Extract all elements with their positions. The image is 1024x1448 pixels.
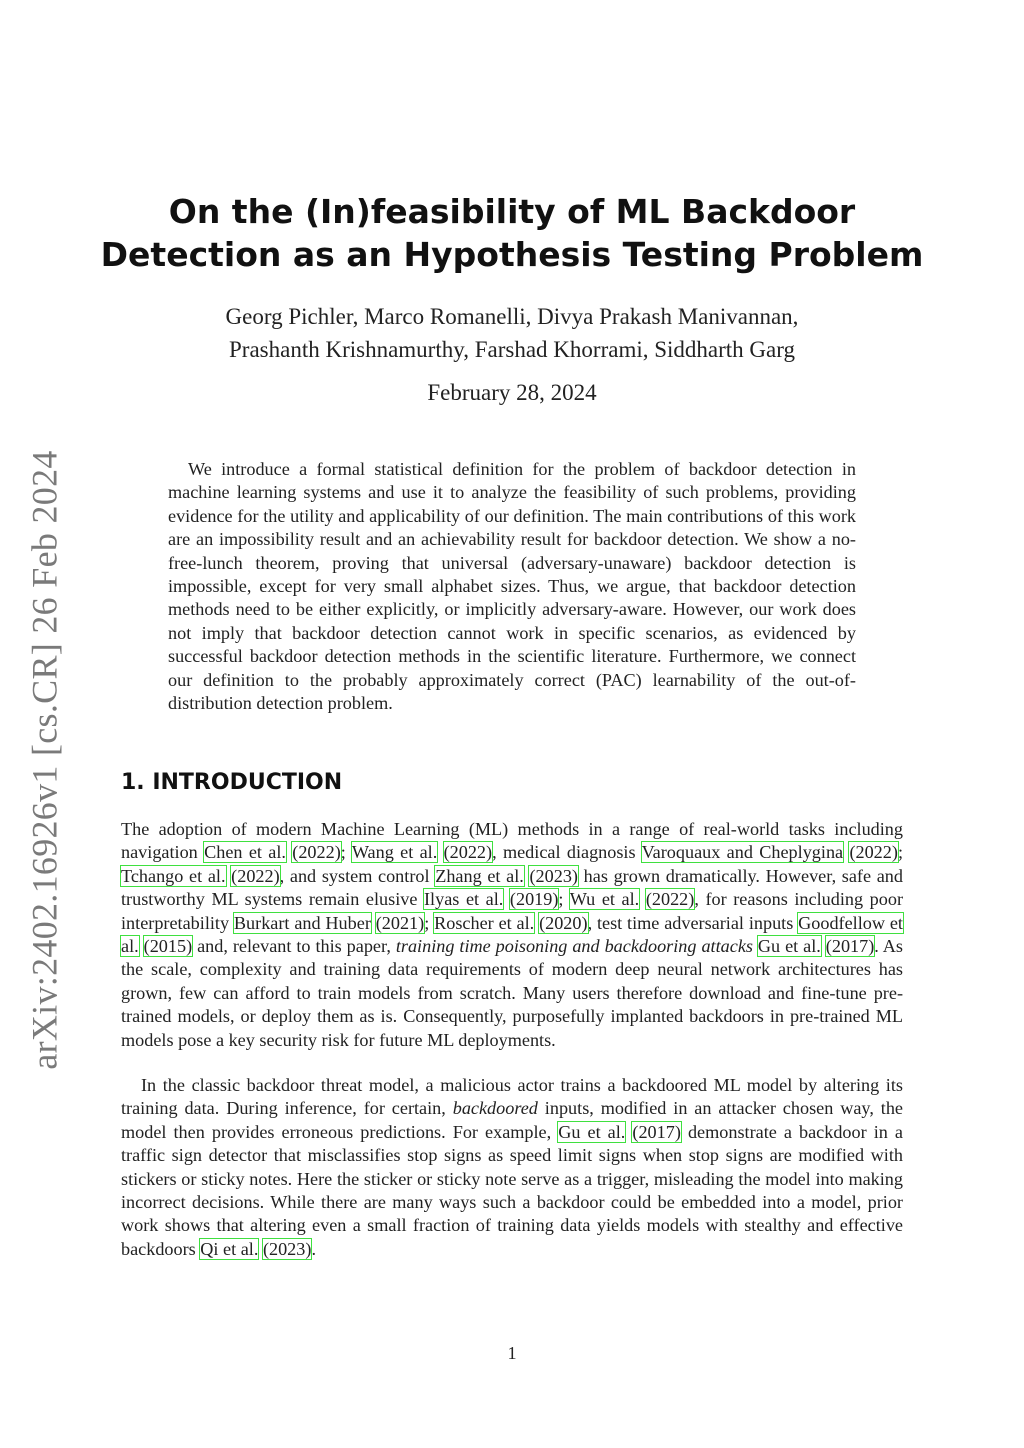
text-run [139,936,144,956]
title-line-1: On the (In)feasibility of ML Backdoor [168,192,856,231]
text-run: , test time adversarial inputs [587,912,799,933]
page-number: 1 [507,1343,517,1363]
section-heading-introduction: 1. INTRODUCTION [121,770,343,795]
text-run: In the classic backdoor threat model, a malicious actor trains a backdoored ML model by altering its training data. During inference, for certain, [121,1075,903,1119]
emphasized-text: training time poisoning and backdooring attacks [395,936,753,957]
citation-year-link[interactable]: (2022) [292,842,341,863]
citation-year-link[interactable]: (2023) [262,1238,312,1259]
citation-year-link[interactable]: (2022) [849,842,898,863]
citation-year-link[interactable]: (2017) [632,1121,681,1142]
text-run: The adoption of modern Machine Learning (ML) methods in a range of real-world tasks including navigation [121,819,903,863]
abstract: We introduce a formal statistical definition for the problem of backdoor detection in machine learning systems and use it to analyze the feasibility of such problems, providing evidence for the utility and applicability of our definition. The main contributions of this work are an impossibility result and an achievability result for backdoor detection. We show a no-free-lunch theorem, proving that universal (adversary-unaware) backdoor detection is impossible, except for very small alphabet sizes. Thus, we argue, that backdoor detection methods need to be either explicitly, or implicitly adversary-aware. However, our work does not imply that backdoor detection cannot work in specific scenarios, as evidenced by successful backdoor detection methods in the scientific literature. Furthermore, we connect our definition to the probably approximately correct (PAC) learnability of the out-of-distribution detection problem. [168,459,856,714]
citation-year-link[interactable]: (2022) [231,865,280,886]
authors-line-1: Georg Pichler, Marco Romanelli, Divya Prakash Manivannan, [225,304,799,329]
citation-link[interactable]: Wang et al. [351,842,438,863]
text-run: . [311,1238,316,1259]
text-run: ; [340,842,352,863]
text-run: has grown dramatically. However, safe and trustworthy ML systems remain elusive [121,865,903,910]
paper-title [0,190,1024,276]
citation-year-link[interactable]: (2021) [375,912,425,933]
citation-link[interactable]: Tchango et al. [121,865,226,886]
arxiv-identifier: arXiv:2402.16926v1 [cs.CR] 26 Feb 2024 [25,450,66,1070]
citation-link[interactable]: Burkart and Huber [233,912,371,933]
text-run [639,889,646,909]
citation-year-link[interactable]: (2023) [529,865,578,886]
citation-year-link[interactable]: (2019) [509,889,559,910]
citation-link[interactable]: Goodfellow et al. [121,912,903,957]
author-list [0,300,1024,366]
text-run: , for reasons including poor interpretability [121,889,904,933]
text-run: and, relevant to this paper, [192,936,396,957]
text-run: , and system control [279,865,436,886]
authors-line-2: Prashanth Krishnamurthy, Farshad Khorrami, Siddharth Garg [229,337,795,362]
citation-link[interactable]: Varoquaux and Cheplygina [641,842,844,863]
text-run [503,889,510,909]
intro-paragraph-1 [121,818,903,1052]
text-run: ; [558,889,570,910]
text-run [371,913,376,933]
citation-link[interactable]: Ilyas et al. [424,889,504,910]
citation-link[interactable]: Wu et al. [569,889,640,910]
citation-year-link[interactable]: (2020) [539,912,588,933]
text-run: . As the scale, complexity and training data requirements of modern deep neural network architectures has grown, few can afford to train models from scratch. Many users therefore download and fine-tune pre-trained models, or deploy them as is. Consequently, purposefully implanted backdoors in pre-trained ML models pose a key security risk for future ML deployments. [121,936,903,1050]
text-run: inputs, modified in an attacker chosen way, the model then provides erroneous predictions. For example, [121,1098,903,1142]
citation-link[interactable]: Roscher et al. [434,912,535,933]
citation-link[interactable]: Gu et al. [757,936,821,957]
title-line-2: Detection as an Hypothesis Testing Problem [100,235,924,274]
citation-year-link[interactable]: (2022) [443,842,493,863]
intro-paragraph-2 [121,1074,903,1261]
citation-link[interactable]: Qi et al. [200,1238,259,1259]
arxiv-stamp [10,450,80,1070]
publication-date: February 28, 2024 [427,380,597,405]
text-run: , medical diagnosis [492,842,642,863]
emphasized-text: backdoored [452,1098,538,1119]
citation-year-link[interactable]: (2015) [143,936,193,957]
text-run: ; [897,842,903,863]
citation-year-link[interactable]: (2022) [645,889,695,910]
text-run: demonstrate a backdoor in a traffic sign detector that misclassifies stop signs as speed limit signs when stop signs are modified with stickers or sticky notes. Here the sticker or sticky note serve as a trigger, misleading the model into making incorrect decisions. While there are many ways such a backdoor could be embedded into a model, prior work shows that altering even a small fraction of training data yields models with stealthy and effective backdoors [121,1121,903,1259]
text-run [437,842,443,862]
citation-link[interactable]: Gu et al. [558,1121,626,1142]
citation-link[interactable]: Chen et al. [204,842,286,863]
citation-year-link[interactable]: (2017) [825,936,875,957]
text-run: ; [424,912,435,933]
citation-link[interactable]: Zhang et al. [435,865,524,886]
